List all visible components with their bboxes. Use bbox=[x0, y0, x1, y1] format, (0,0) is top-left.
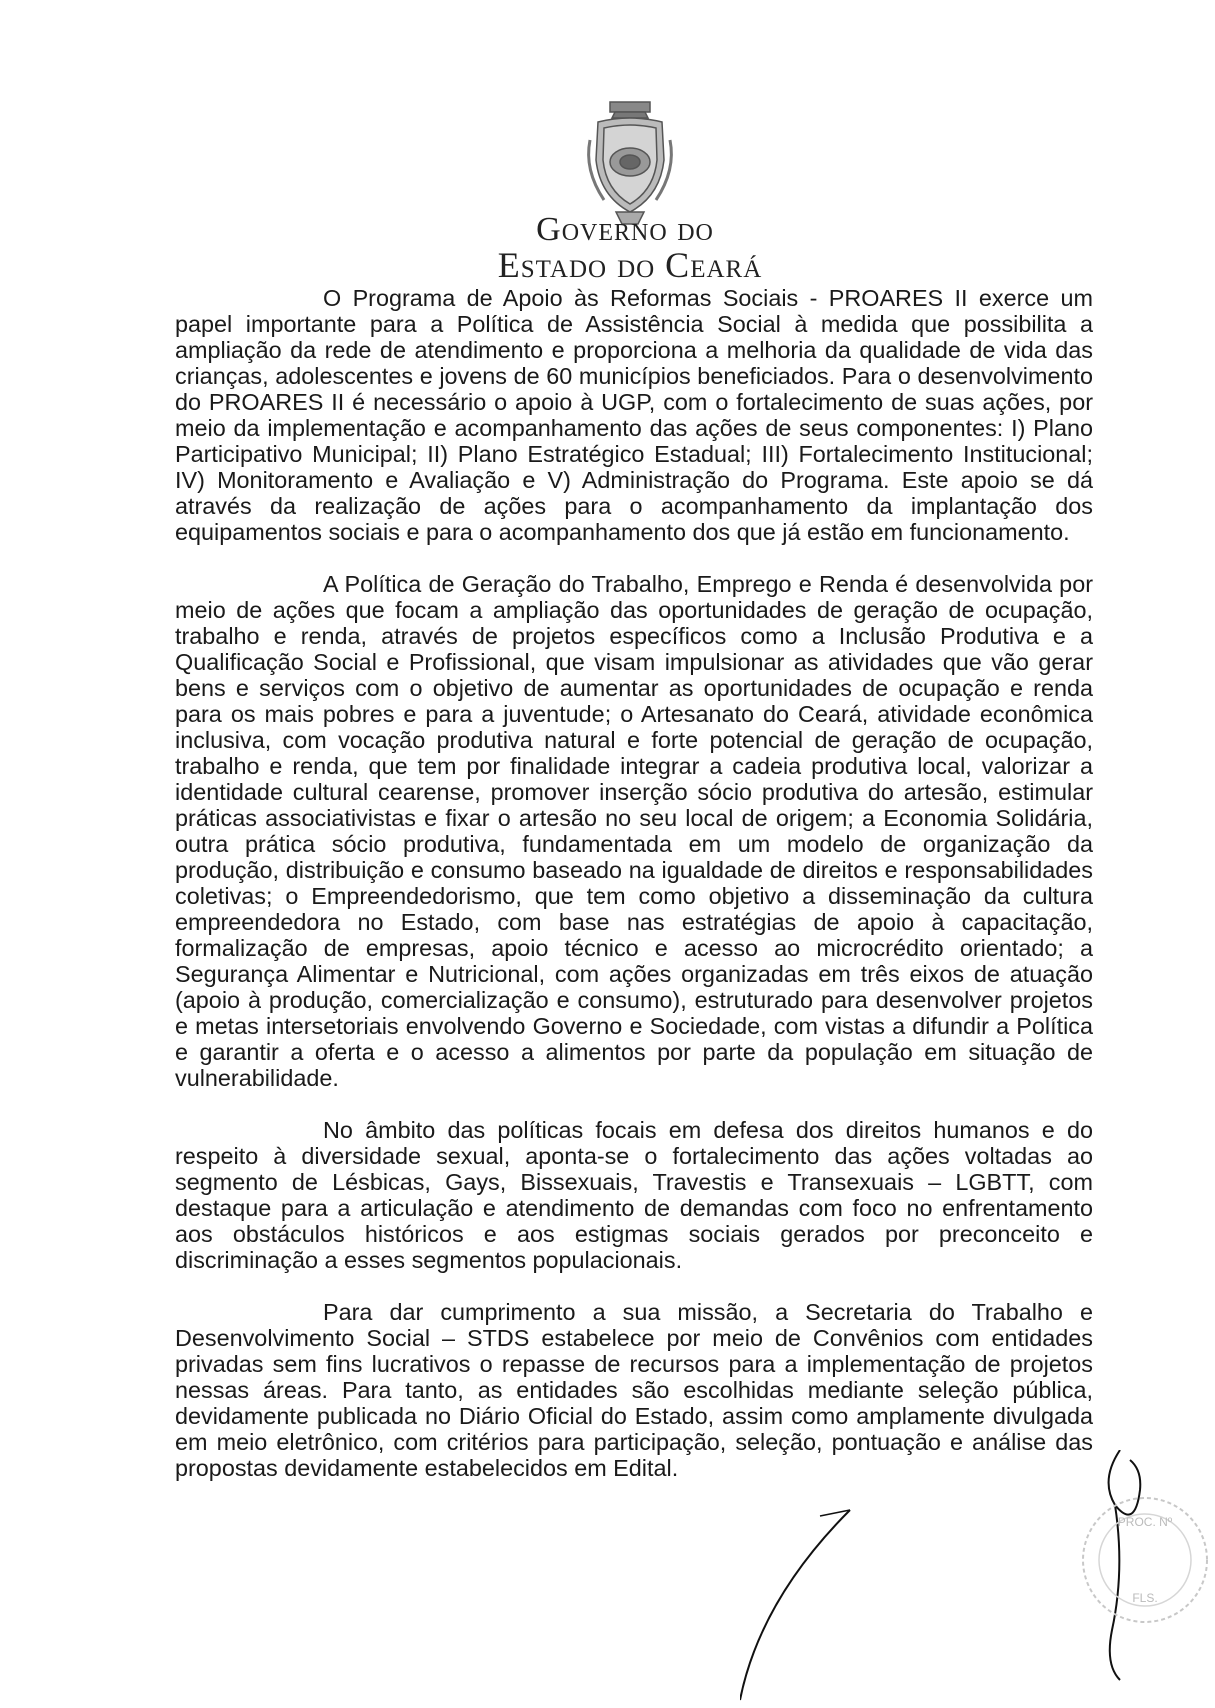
paragraph: Para dar cumprimento a sua missão, a Secretaria do Trabalho e Desenvolvimento Social – STDS estabelece por meio de Convênios com entidades privadas sem fins lucrativos o repasse de recursos para a implementação de projetos nessas áreas. Para tanto, as entidades são escolhidas mediante seleção pública, devidamente publicada no Diário Oficial do Estado, assim como amplamente divulgada em meio eletrônico, com critérios para participação, seleção, pontuação e análise das propostas devidamente estabelecidos em Edital. bbox=[175, 1299, 1093, 1481]
header-line-1: Governo do bbox=[536, 211, 714, 248]
paragraph: A Política de Geração do Trabalho, Emprego e Renda é desenvolvida por meio de ações que focam a ampliação das oportunidades de geração de ocupação, trabalho e renda, através de projetos específicos como a Inclusão Produtiva e a Qualificação Social e Profissional, que visam impulsionar as atividades que vão gerar bens e serviços com o objetivo de aumentar as oportunidades de ocupação e renda para os mais pobres e para a juventude; o Artesanato do Ceará, atividade econômica inclusiva, com vocação produtiva natural e forte potencial de geração de ocupação, trabalho e renda, que tem por finalidade integrar a cadeia produtiva local, valorizar a identidade cultural cearense, promover inserção sócio produtiva do artesão, estimular práticas associativistas e fixar o artesão no seu local de origem; a Economia Solidária, outra prática sócio produtiva, fundamentada em um modelo de organização da produção, distribuição e consumo baseado na igualdade de direitos e responsabilidades coletivas; o Empreendedorismo, que tem como objetivo a disseminação da cultura empreendedora no Estado, com base nas estratégias de apoio à capacitação, formalização de empresas, apoio técnico e acesso ao microcrédito orientado; a Segurança Alimentar e Nutricional, com ações organizadas em três eixos de atuação (apoio à produção, comercialização e consumo), estruturado para desenvolver projetos e metas intersetoriais envolvendo Governo e Sociedade, com vistas a difundir a Política e garantir a oferta e o acesso a alimentos por parte da população em situação de vulnerabilidade. bbox=[175, 571, 1093, 1091]
header-line-2: Estado do Ceará bbox=[497, 245, 763, 285]
stamp-text-top: PROC. Nº bbox=[1117, 1515, 1173, 1529]
stamp-text-bottom: FLS. bbox=[1132, 1591, 1158, 1605]
paragraph: No âmbito das políticas focais em defesa dos direitos humanos e do respeito à diversidade sexual, aponta-se o fortalecimento das ações voltadas ao segmento de Lésbicas, Gays, Bissexuais, Travestis e Transexuais – LGBTT, com destaque para a articulação e atendimento de demandas com foco no enfrentamento aos obstáculos históricos e aos estigmas sociais gerados por preconceito e discriminação a esses segmentos populacionais. bbox=[175, 1117, 1093, 1273]
paragraph: O Programa de Apoio às Reformas Sociais - PROARES II exerce um papel importante para a Política de Assistência Social à medida que possibilita a ampliação da rede de atendimento e proporciona a melhoria da qualidade de vida das crianças, adolescentes e jovens de 60 municípios beneficiados. Para o desenvolvimento do PROARES II é necessário o apoio à UGP, com o fortalecimento de suas ações, por meio da implementação e acompanhamento das ações de seus componentes: I) Plano Participativo Municipal; II) Plano Estratégico Estadual; III) Fortalecimento Institucional; IV) Monitoramento e Avaliação e V) Administração do Programa. Este apoio se dá através da realização de ações para o acompanhamento da implantação dos equipamentos sociais e para o acompanhamento dos que já estão em funcionamento. bbox=[175, 285, 1093, 545]
page-number-stamp bbox=[1075, 1490, 1215, 1630]
government-header bbox=[400, 211, 850, 285]
document-body bbox=[175, 285, 1093, 1481]
